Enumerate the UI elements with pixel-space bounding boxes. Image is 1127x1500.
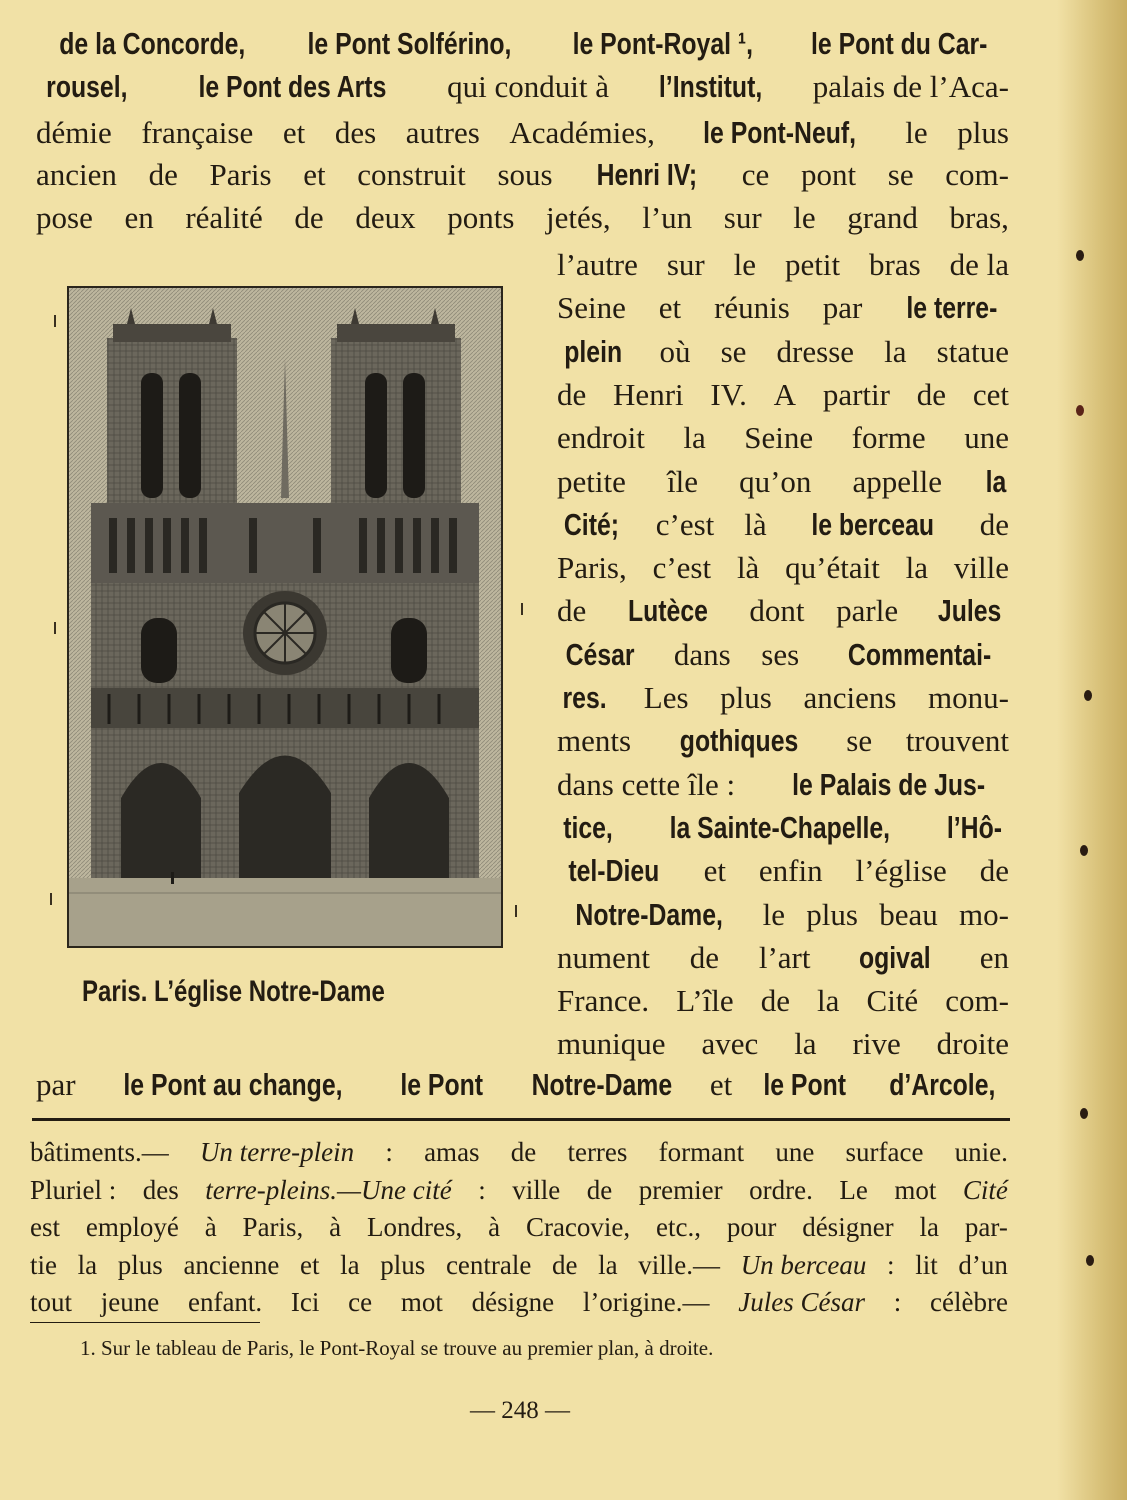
bold-term: res.: [562, 680, 607, 715]
word: autres: [405, 115, 480, 150]
bold-term: Notre-Dame,: [575, 896, 723, 932]
word: :: [385, 1137, 393, 1167]
word: le: [733, 247, 757, 282]
margin-tick: [54, 315, 56, 327]
text-line: [557, 893, 1009, 937]
word: premier: [638, 1174, 723, 1205]
word: IV.: [710, 376, 747, 412]
word: Cité: [866, 983, 919, 1019]
word: et: [282, 115, 306, 150]
word: une: [964, 420, 1009, 456]
bold-term: de la Concorde,: [59, 26, 246, 61]
bold-term: Cité;: [563, 506, 620, 542]
word: sur: [723, 200, 762, 235]
word: célèbre: [930, 1287, 1008, 1317]
word: ponts: [447, 200, 515, 235]
word: qui conduit à: [447, 69, 609, 104]
word: formant: [658, 1137, 745, 1167]
word: la: [919, 1212, 940, 1242]
word: là: [736, 550, 760, 586]
word: l’art: [758, 939, 811, 975]
word: de: [557, 376, 587, 412]
word: l’un: [642, 200, 693, 235]
word: forme: [851, 420, 926, 456]
word: :: [893, 1287, 902, 1317]
word: tie: [30, 1249, 57, 1280]
bold-term: l’Hô-: [946, 809, 1003, 845]
word: la: [905, 550, 929, 586]
bold-term: Jules: [937, 593, 1002, 629]
word: ville: [512, 1174, 561, 1205]
figure-caption: Paris. L’église Notre-Dame: [82, 975, 385, 1008]
word: de: [557, 593, 587, 629]
footnote-rule: [30, 1322, 260, 1323]
word: dresse: [776, 333, 855, 369]
page-number: — 248 —: [470, 1397, 570, 1424]
word: désigner: [802, 1212, 894, 1242]
word: en: [979, 939, 1009, 975]
word: Le: [839, 1174, 868, 1205]
word: France.: [557, 983, 650, 1019]
text-line: [557, 373, 1009, 417]
margin-mark: [1086, 1255, 1094, 1266]
word: trouvent: [905, 723, 1009, 759]
margin-mark: [1076, 250, 1084, 261]
text-line: [30, 1171, 1008, 1209]
word: là: [744, 506, 767, 542]
word: employé: [85, 1212, 179, 1242]
word: partir: [822, 376, 890, 412]
word: la: [77, 1249, 98, 1280]
word: parle: [836, 593, 899, 629]
word: com-: [945, 983, 1009, 1019]
word: de: [586, 1174, 613, 1205]
text-line: [557, 503, 1009, 547]
text-line: [36, 153, 1009, 197]
word: bras,: [949, 200, 1009, 235]
text-line: [557, 979, 1009, 1023]
text-line: [557, 243, 1009, 287]
word: se: [720, 333, 747, 369]
text-line: [30, 1246, 1008, 1284]
bold-term: César: [565, 636, 635, 672]
word: le: [793, 200, 816, 235]
word: lit: [915, 1249, 938, 1280]
bold-term: le Palais de Jus-: [791, 766, 985, 802]
text-line: [557, 849, 1009, 893]
bold-term: le Pont: [400, 1067, 484, 1102]
word: :: [478, 1174, 486, 1205]
word: Paris: [209, 157, 272, 192]
word: anciens: [803, 680, 897, 715]
word: cet: [972, 376, 1009, 412]
word: et: [300, 1249, 320, 1280]
word: île: [666, 463, 698, 499]
margin-mark: [1080, 845, 1088, 856]
word: française: [141, 115, 254, 150]
word: ville.—: [638, 1249, 721, 1280]
italic-term: Cité: [962, 1174, 1008, 1205]
word: ce: [741, 157, 770, 192]
word: Cracovie,: [525, 1212, 631, 1242]
word: pose: [36, 200, 93, 235]
word: dans: [673, 636, 731, 672]
word: Paris,: [557, 550, 627, 586]
bold-term: Henri IV;: [596, 157, 698, 192]
italic-term: Un berceau: [740, 1249, 867, 1280]
word: unie.: [954, 1137, 1008, 1167]
word: mot: [400, 1287, 443, 1317]
text-line: [36, 1063, 1009, 1107]
word: nument: [557, 939, 650, 975]
text-line: [557, 416, 1009, 460]
margin-tick: [521, 603, 523, 615]
margin-mark: [1076, 405, 1084, 416]
word: petit: [784, 247, 841, 282]
word: construit: [357, 157, 466, 192]
word: Seine: [744, 420, 814, 456]
word: bâtiments.—: [30, 1137, 169, 1167]
word: pont: [800, 157, 857, 192]
text-line: [36, 22, 1009, 66]
word: réunis: [714, 290, 790, 326]
word: dans cette île :: [557, 766, 736, 802]
word: jetés,: [546, 200, 611, 235]
word: ancien: [36, 157, 117, 192]
word: la: [884, 333, 907, 369]
text-line: [36, 111, 1009, 155]
word: sur: [666, 247, 705, 282]
word: à: [329, 1212, 342, 1242]
word: L’île: [676, 983, 734, 1019]
word: à: [488, 1212, 501, 1242]
bold-term: d’Arcole,: [889, 1067, 996, 1102]
word: de: [979, 853, 1009, 889]
notre-dame-illustration: [67, 286, 503, 948]
word: plus: [380, 1249, 426, 1280]
word: et: [703, 853, 726, 889]
word: grand: [847, 200, 918, 235]
word: ses: [761, 636, 800, 672]
word: le: [905, 115, 928, 150]
bold-term: le Pont au change,: [123, 1067, 343, 1102]
italic-term: Jules César: [738, 1287, 866, 1317]
text-line: [30, 1133, 1008, 1171]
margin-tick: [50, 893, 52, 905]
word: terres: [567, 1137, 628, 1167]
text-line: [36, 196, 1009, 240]
word: de: [760, 983, 790, 1019]
bold-term: la: [985, 463, 1007, 499]
bold-term: Commentai-: [847, 636, 992, 672]
word: désigne: [471, 1287, 555, 1317]
word: Paris,: [242, 1212, 304, 1242]
word: Académies,: [509, 115, 655, 150]
word: centrale: [445, 1249, 532, 1280]
word: la: [683, 420, 706, 456]
word: en: [124, 200, 154, 235]
word: ancienne: [183, 1249, 280, 1280]
text-line: [557, 546, 1009, 590]
word: surface: [845, 1137, 924, 1167]
bold-term: le Pont Solférino,: [307, 26, 512, 61]
bold-term: tel-Dieu: [568, 853, 660, 889]
footnote: 1. Sur le tableau de Paris, le Pont-Royal se trouve au premier plan, à droite.: [80, 1336, 714, 1360]
word: de: [294, 200, 324, 235]
margin-tick: [515, 905, 517, 917]
bold-term: ogival: [859, 939, 931, 975]
bold-term: gothiques: [679, 723, 798, 759]
bold-term: le Pont des Arts: [198, 69, 387, 104]
word: tout: [30, 1287, 73, 1317]
word: se: [887, 157, 914, 192]
word: démie: [36, 115, 112, 150]
bold-term: le Pont du Car-: [810, 26, 987, 61]
margin-tick: [54, 622, 56, 634]
word: où: [659, 333, 691, 369]
text-line: [36, 65, 1009, 109]
word: plus: [806, 896, 858, 932]
word: de: [979, 506, 1009, 542]
bold-term: la Sainte-Chapelle,: [669, 809, 890, 845]
bold-term: le Pont: [762, 1067, 846, 1102]
word: de la: [949, 247, 1009, 282]
word: avec: [701, 1026, 759, 1062]
text-line: [30, 1208, 1008, 1246]
margin-mark: [1084, 690, 1092, 701]
word: est: [30, 1212, 60, 1242]
text-line: [557, 460, 1009, 504]
bold-term: le Pont-Royal ¹,: [572, 26, 753, 61]
word: munique: [557, 1026, 666, 1062]
word: de: [689, 939, 720, 975]
bold-term: plein: [564, 333, 623, 369]
word: la: [794, 1026, 817, 1062]
italic-term: terre-pleins.—Une cité: [205, 1174, 452, 1205]
word: qu’était: [785, 550, 880, 586]
word: Seine: [557, 290, 626, 326]
word: plus: [720, 680, 772, 715]
word: mo-: [959, 896, 1009, 932]
word: droite: [936, 1026, 1009, 1062]
word: monu-: [928, 680, 1009, 715]
word: Londres,: [367, 1212, 463, 1242]
bold-term: tice,: [563, 809, 613, 845]
word: beau: [879, 896, 938, 932]
page-edge-shadow: [1057, 0, 1127, 1500]
text-line: [557, 676, 1009, 720]
word: de: [148, 157, 178, 192]
word: des: [334, 115, 377, 150]
word: et: [709, 1067, 733, 1102]
word: :: [887, 1249, 895, 1280]
bold-term: Lutèce: [627, 593, 708, 629]
text-line: [557, 719, 1009, 763]
word: l’origine.—: [582, 1287, 710, 1317]
word: plus: [957, 115, 1009, 150]
word: sous: [497, 157, 553, 192]
word: amas: [424, 1137, 480, 1167]
word: pour: [726, 1212, 777, 1242]
word: petite: [557, 463, 626, 499]
text-line: [557, 633, 1009, 677]
word: l’église: [855, 853, 947, 889]
word: rive: [852, 1026, 901, 1062]
text-line: [30, 1283, 1008, 1321]
word: Ici: [290, 1287, 320, 1317]
bold-term: Notre-Dame: [531, 1067, 673, 1102]
italic-term: Un terre-plein: [199, 1137, 355, 1167]
word: une: [775, 1137, 815, 1167]
word: de: [552, 1249, 578, 1280]
word: A: [773, 376, 797, 412]
word: ments: [557, 723, 632, 759]
word: la: [598, 1249, 618, 1280]
word: de: [916, 376, 947, 412]
word: jeune: [100, 1287, 160, 1317]
word: des: [142, 1174, 179, 1205]
word: et: [658, 290, 682, 326]
word: par: [36, 1067, 76, 1102]
word: palais de l’Aca-: [812, 69, 1009, 104]
word: à: [204, 1212, 217, 1242]
text-line: [557, 589, 1009, 633]
word: Les: [643, 680, 689, 715]
word: de: [510, 1137, 537, 1167]
word: etc.,: [656, 1212, 701, 1242]
text-line: [557, 936, 1009, 980]
word: par-: [964, 1212, 1008, 1242]
bold-term: le berceau: [811, 506, 935, 542]
word: dont: [749, 593, 805, 629]
text-line: [557, 806, 1009, 850]
text-line: [557, 330, 1009, 374]
word: se: [846, 723, 873, 759]
word: deux: [355, 200, 416, 235]
word: bras: [869, 247, 921, 282]
word: qu’on: [739, 463, 812, 499]
word: appelle: [852, 463, 943, 499]
word: enfant.: [187, 1287, 263, 1317]
divider-rule: [32, 1118, 1010, 1121]
word: Pluriel :: [30, 1174, 117, 1205]
word: la: [817, 983, 840, 1019]
text-line: [557, 763, 1009, 807]
bold-term: l’Institut,: [659, 69, 763, 104]
word: d’un: [958, 1249, 1008, 1280]
word: Henri: [613, 376, 684, 412]
bold-term: le terre-: [906, 290, 998, 326]
text-line: [557, 286, 1009, 330]
word: la: [340, 1249, 360, 1280]
word: statue: [936, 333, 1009, 369]
word: ville: [953, 550, 1009, 586]
word: et: [303, 157, 326, 192]
word: l’autre: [557, 247, 638, 282]
word: enfin: [758, 853, 823, 889]
word: endroit: [557, 420, 645, 456]
bold-term: rousel,: [46, 69, 128, 104]
word: c’est: [655, 506, 715, 542]
word: mot: [894, 1174, 937, 1205]
word: c’est: [652, 550, 712, 586]
word: plus: [117, 1249, 163, 1280]
margin-mark: [1080, 1108, 1088, 1119]
word: réalité: [185, 200, 263, 235]
text-line: [557, 1022, 1009, 1066]
word: le: [762, 896, 785, 932]
word: ordre.: [749, 1174, 813, 1205]
word: com-: [945, 157, 1009, 192]
word: par: [822, 290, 863, 326]
word: ce: [348, 1287, 373, 1317]
bold-term: le Pont-Neuf,: [703, 115, 857, 150]
